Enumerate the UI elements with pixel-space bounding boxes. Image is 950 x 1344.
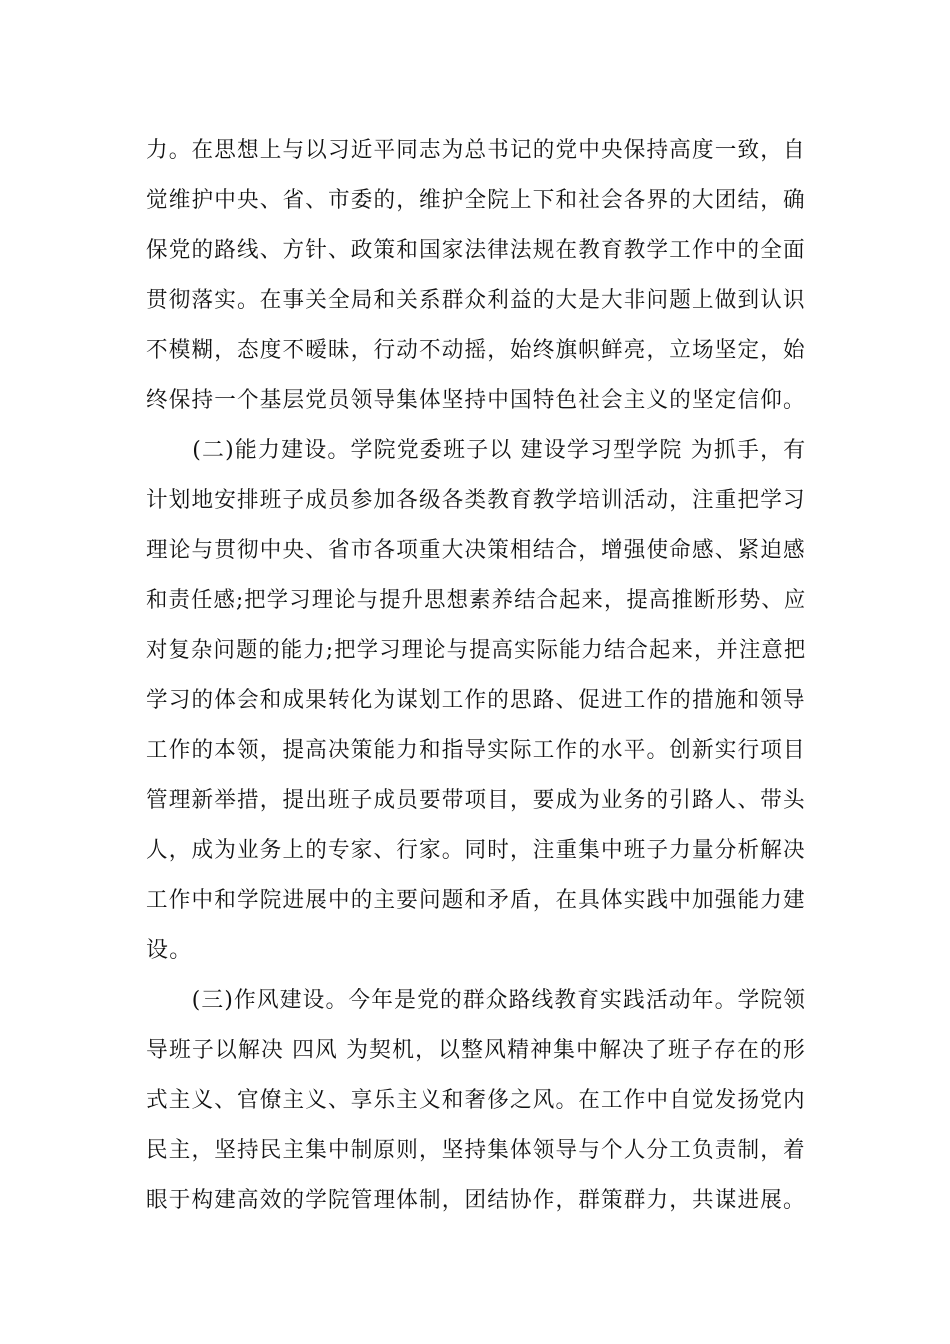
text-line: 保党的路线、方针、政策和国家法律法规在教育教学工作中的全面	[146, 238, 806, 263]
text-line: 人，成为业务上的专家、行家。同时，注重集中班子力量分析解决	[146, 838, 806, 863]
text-line: 贯彻落实。在事关全局和关系群众利益的大是大非问题上做到认识	[146, 288, 806, 313]
text-line: 觉维护中央、省、市委的，维护全院上下和社会各界的大团结，确	[146, 188, 806, 213]
text-line: 力。在思想上与以习近平同志为总书记的党中央保持高度一致，自	[146, 138, 806, 163]
text-line: 工作中和学院进展中的主要问题和矛盾，在具体实践中加强能力建	[146, 888, 806, 913]
text-line: 对复杂问题的能力;把学习理论与提高实际能力结合起来，并注意把	[146, 638, 807, 663]
section-heading-line: (二)能力建设。学院党委班子以 建设学习型学院 为抓手，有	[146, 438, 807, 463]
text-line: 计划地安排班子成员参加各级各类教育教学培训活动，注重把学习	[146, 488, 806, 513]
text-line: 工作的本领，提高决策能力和指导实际工作的水平。创新实行项目	[146, 738, 806, 763]
text-line: 不模糊，态度不暧昧，行动不动摇，始终旗帜鲜亮，立场坚定，始	[146, 338, 806, 363]
text-line: 民主，坚持民主集中制原则，坚持集体领导与个人分工负责制，着	[146, 1138, 806, 1163]
text-line: 管理新举措，提出班子成员要带项目，要成为业务的引路人、带头	[146, 788, 806, 813]
text-line: 导班子以解决 四风 为契机，以整风精神集中解决了班子存在的形	[146, 1038, 806, 1063]
text-line: 式主义、官僚主义、享乐主义和奢侈之风。在工作中自觉发扬党内	[146, 1088, 806, 1113]
text-line: 学习的体会和成果转化为谋划工作的思路、促进工作的措施和领导	[146, 688, 806, 713]
text-line: 设。	[146, 938, 193, 963]
text-line: 理论与贯彻中央、省市各项重大决策相结合，增强使命感、紧迫感	[146, 538, 806, 563]
text-line: 终保持一个基层党员领导集体坚持中国特色社会主义的坚定信仰。	[146, 388, 806, 413]
text-line: 和责任感;把学习理论与提升思想素养结合起来，提高推断形势、应	[146, 588, 807, 613]
text-line: 眼于构建高效的学院管理体制，团结协作，群策群力，共谋进展。	[146, 1188, 806, 1213]
section-heading-line: (三)作风建设。今年是党的群众路线教育实践活动年。学院领	[146, 988, 807, 1013]
